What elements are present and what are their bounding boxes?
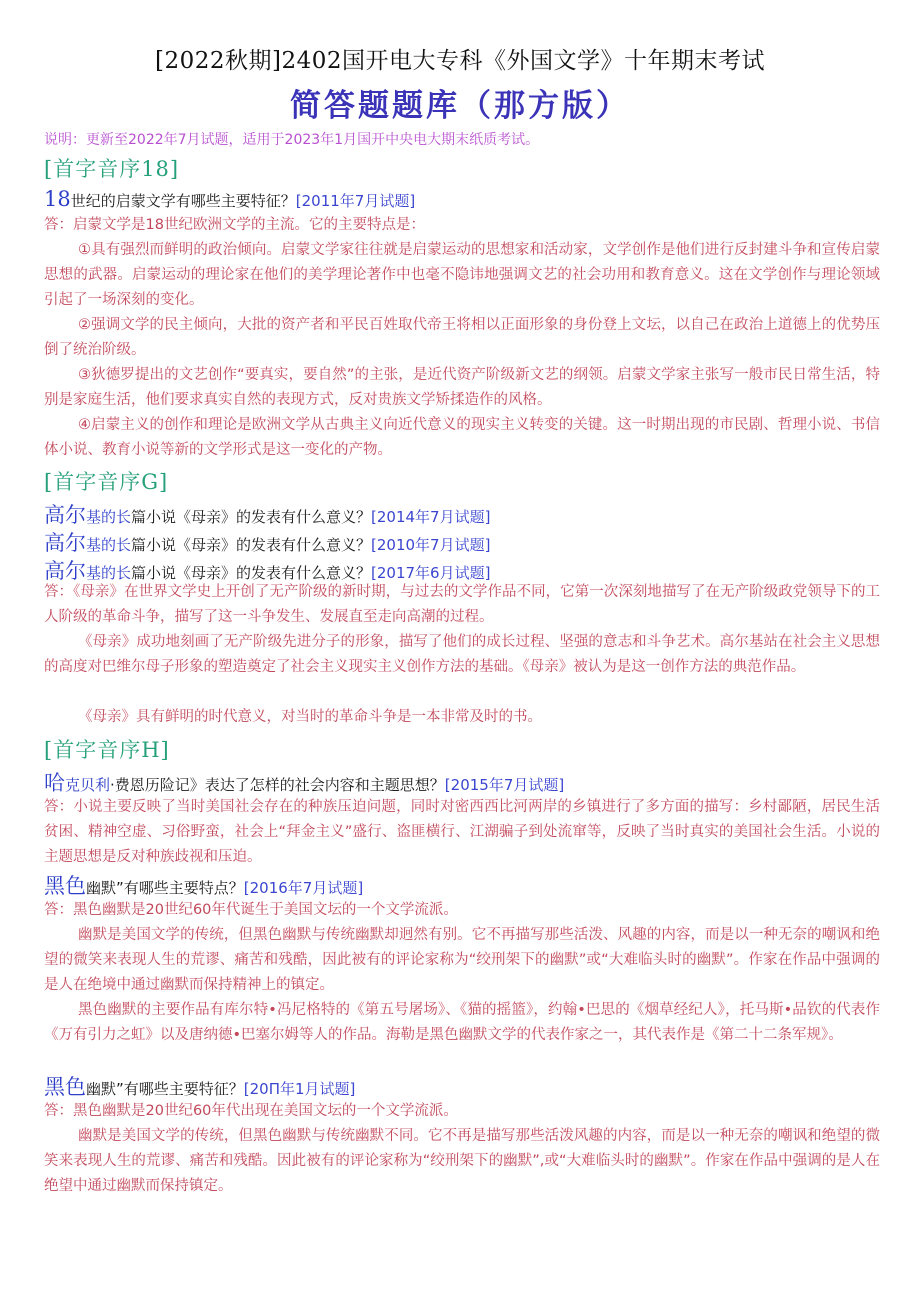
section-heading-g: [首字音序G] (44, 470, 169, 494)
question-text: 篇小说《母亲》的发表有什么意义？ (131, 508, 372, 526)
question-mother-2 (44, 527, 490, 557)
answer-paragraph: 《母亲》具有鲜明的时代意义，对当时的革命斗争是一本非常及时的书。 (78, 709, 542, 725)
question-text: 幽默”有哪些主要特点？ (86, 879, 244, 897)
question-lead: 高尔 (44, 503, 86, 527)
update-note: 说明：更新至2022年7月试题，适用于2023年1月国开中央电大期末纸质考试。 (44, 132, 540, 148)
section-heading-18: [首字音序18] (44, 157, 180, 181)
answer-paragraph: 幽默是美国文学的传统，但黑色幽默与传统幽默不同。它不再是描写那些活泼风趣的内容，而是以一种无奈的嘲讽和绝望的微笑来表现人生的荒谬、痛苦和残酷。因此被有的评论家称为“绞刑架下的幽默”,或“大难临头时的幽默”。作家在作品中强调的是人在绝望中通过幽默而保持镇定。 (44, 1128, 880, 1194)
question-mother-1 (44, 499, 490, 529)
question-18th-century (44, 187, 415, 211)
question-tag: [2014年7月试题] (371, 508, 491, 526)
answer-line: 答：黑色幽默是20世纪60年代出现在美国文坛的一个文学流派。 (44, 1103, 458, 1119)
answer-paragraph: 《母亲》成功地刻画了无产阶级先进分子的形象，描写了他们的成长过程、坚强的意志和斗争艺术。高尔基站在社会主义思想的高度对巴维尔母子形象的塑造奠定了社会主义现实主义创作方法的基础。《母亲》被认为是这一创作方法的典范作品。 (44, 634, 880, 675)
answer-paragraph: ①具有强烈而鲜明的政治倾向。启蒙文学家往往就是启蒙运动的思想家和活动家，文学创作是他们进行反封建斗争和宣传启蒙思想的武器。启蒙运动的理论家在他们的美学理论著作中也毫不隐讳地强调文艺的社会功用和教育意义。这在文学创作与理论领域引起了一场深刻的变化。 (44, 242, 880, 308)
question-text: 幽默”有哪些主要特征？ (86, 1080, 244, 1098)
question-lead: 高尔 (44, 531, 86, 555)
question-lead-rest: 克贝利 (65, 776, 111, 794)
question-black-humor-2 (44, 1071, 355, 1101)
question-tag: [2010年7月试题] (371, 536, 491, 554)
answer-paragraph: ②强调文学的民主倾向，大批的资产者和平民百姓取代帝王将相以正面形象的身份登上文坛，以自己在政治上道德上的优势压倒了统治阶级。 (44, 317, 880, 358)
question-lead-rest: 基的长 (86, 564, 132, 582)
section-heading-h: [首字音序H] (44, 738, 170, 762)
answer-paragraph: ③狄德罗提出的文艺创作“要真实，要自然”的主张，是近代资产阶级新文艺的纲领。启蒙文学家主张写一般市民日常生活，特别是家庭生活，他们要求真实自然的表现方式，反对贵族文学矫揉造作的风格。 (44, 367, 880, 408)
question-lead: 18 (44, 187, 71, 211)
answer-paragraph: 答：《母亲》在世界文学史上开创了无产阶级的新时期，与过去的文学作品不同，它第一次深刻地描写了在无产阶级政党领导下的工人阶级的革命斗争，描写了这一斗争发生、发展直至走向高潮的过程。 (44, 584, 880, 625)
question-text: 篇小说《母亲》的发表有什么意义？ (131, 564, 372, 582)
question-lead-rest: 基的长 (86, 536, 132, 554)
document-title: [2022秋期]2402国开电大专科《外国文学》十年期末考试 (154, 48, 765, 74)
question-tag: [2016年7月试题] (243, 879, 364, 897)
question-text: 篇小说《母亲》的发表有什么意义？ (131, 536, 372, 554)
question-text: ·费恩历险记》表达了怎样的社会内容和主题思想？ (110, 776, 445, 794)
question-text: 世纪的启蒙文学有哪些主要特征？ (70, 192, 296, 210)
question-lead: 哈 (44, 771, 65, 795)
answer-paragraph: ④启蒙主义的创作和理论是欧洲文学从古典主义向近代意义的现实主义转变的关键。这一时期出现的市民剧、哲理小说、书信体小说、教育小说等新的文学形式是这一变化的产物。 (44, 417, 880, 458)
question-huckleberry (44, 767, 564, 797)
question-lead: 黑色 (44, 874, 86, 898)
answer-paragraph: 答：小说主要反映了当时美国社会存在的种族压迫问题，同时对密西西比河两岸的乡镇进行了多方面的描写：乡村鄙陋，居民生活贫困、精神空虚、习俗野蛮，社会上“拜金主义”盛行、盗匪横行、江湖骗子到处流窜等，反映了当时真实的美国社会生活。小说的主题思想是反对种族歧视和压迫。 (44, 799, 880, 865)
answer-line: 答：启蒙文学是18世纪欧洲文学的主流。它的主要特点是： (44, 217, 425, 233)
answer-paragraph: 幽默是美国文学的传统，但黑色幽默与传统幽默却迥然有别。它不再描写那些活泼、风趣的内容，而是以一种无奈的嘲讽和绝望的微笑来表现人生的荒谬、痛苦和残酷，因此被有的评论家称为“绞刑架下的幽默”或“大难临头时的幽默”。作家在作品中强调的是人在绝境中通过幽默而保持精神上的镇定。 (44, 927, 880, 993)
question-tag: [2017年6月试题] (371, 564, 491, 582)
question-lead-rest: 基的长 (86, 508, 132, 526)
question-black-humor-1 (44, 870, 363, 900)
question-tag: [2015年7月试题] (444, 776, 565, 794)
question-tag: [20П年1月试题] (243, 1080, 356, 1098)
question-tag: [2011年7月试题] (295, 192, 416, 210)
question-lead: 黑色 (44, 1075, 86, 1099)
document-subtitle: 简答题题库（那方版） (290, 88, 630, 124)
answer-paragraph: 黑色幽默的主要作品有库尔特•冯尼格特的《第五号屠场》、《猫的摇篮》，约翰•巴思的《烟草经纪人》，托马斯•品钦的代表作《万有引力之虹》以及唐纳德•巴塞尔姆等人的作品。海勒是黑色幽默文学的代表作家之一，其代表作是《第二十二条军规》。 (44, 1002, 880, 1043)
question-lead: 高尔 (44, 559, 86, 583)
answer-line: 答：黑色幽默是20世纪60年代诞生于美国文坛的一个文学流派。 (44, 902, 458, 918)
